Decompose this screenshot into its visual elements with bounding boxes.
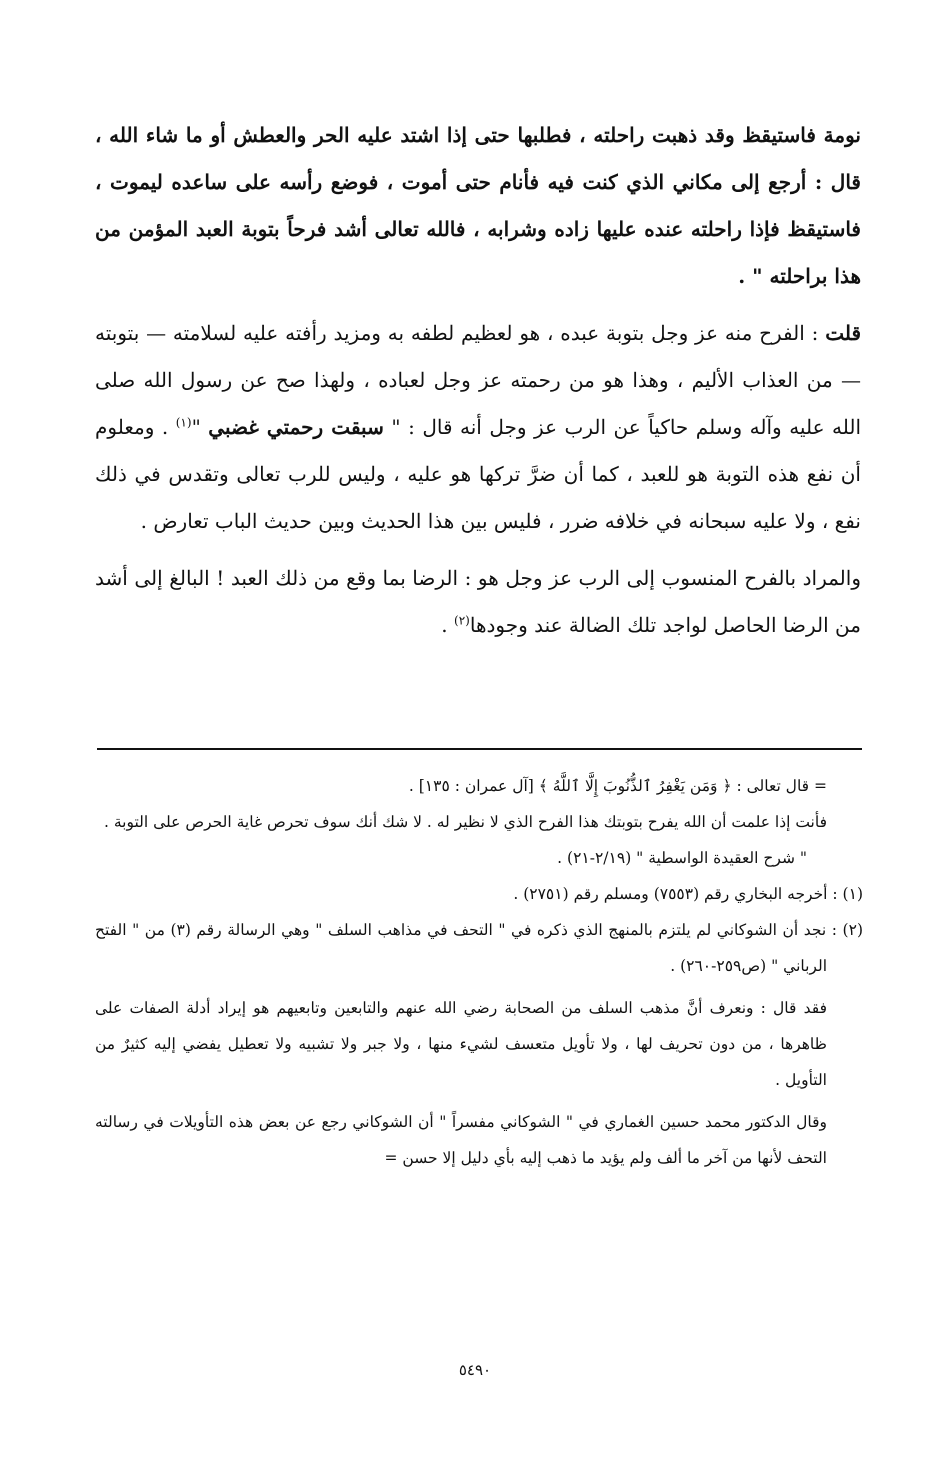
paragraph-hadith-ending: نومة فاستيقظ وقد ذهبت راحلته ، فطلبها حتى إذا اشتد عليه الحر والعطش أو ما شاء الله ، قال : أرجع إلى مكاني الذي كنت فيه فأنام حتى أموت ، فوضع رأسه على ساعده ليموت ، فاستيقظ فإذا راحلته عنده عليها زاده وشرابه ، فالله تعالى أشد فرحاً بتوبة العبد المؤمن من هذا براحلته " .	[95, 123, 861, 288]
quote-close: "	[191, 415, 209, 439]
paragraph-text: . ومعلوم أن نفع هذه التوبة هو للعبد ، كما أن ضرَّ تركها هو عليه ، وليس للرب تعالى وتقدس في ذلك نفع ، ولا عليه سبحانه في خلافه ضرر ، فليس بين هذا الحديث وبين حديث الباب تعارض .	[95, 415, 861, 533]
main-text-body	[95, 112, 861, 649]
footnote-continuation-verse: = قال تعالى : ﴿ وَمَن يَغْفِرُ ٱلذُّنُوبَ إِلَّا ٱللَّهُ ﴾ [آل عمران : ١٣٥] .	[408, 777, 827, 795]
paragraph-meaning	[95, 555, 861, 649]
footnote-1: (١) : أخرجه البخاري رقم (٧٥٥٣) ومسلم رقم (٢٧٥١) .	[513, 885, 863, 903]
footnote-separator	[97, 748, 862, 750]
footnote-2-paragraph-3: وقال الدكتور محمد حسين الغماري في " الشوكاني مفسراً " أن الشوكاني رجع عن بعض هذه التأويلات في رسالته التحف لأنها من آخر ما ألف ولم يؤيد ما ذهب إليه بأي دليل إلا حسن =	[95, 1113, 827, 1167]
hadith-quote: سبقت رحمتي غضبي	[208, 415, 384, 439]
paragraph-text: : الفرح منه عز وجل بتوبة عبده ، هو لعظيم لطفه به ومزيد رأفته عليه لسلامته — بتوبته — من العذاب الأليم ، وهذا هو من رحمته عز وجل لعباده ، ولهذا صح عن رسول الله صلى الله عليه وآله وسلم حاكياً عن الرب عز وجل أنه قال : "	[95, 321, 862, 439]
paragraph-lead-word: قلت	[825, 321, 862, 345]
footnote-continuation-source: " شرح العقيدة الواسطية " (٢/١٩-٢١) .	[557, 849, 807, 867]
footnotes-section	[95, 768, 863, 1176]
footnote-ref-2: (٢)	[454, 613, 470, 628]
footnote-ref-1: (١)	[175, 415, 192, 430]
footnote-2: (٢) : نجد أن الشوكاني لم يلتزم بالمنهج الذي ذكره في " التحف في مذاهب السلف " وهي الرسالة رقم (٣) من " الفتح الرباني " (ص٢٥٩-٢٦٠) .	[95, 921, 863, 975]
footnote-continuation-text: فأنت إذا علمت أن الله يفرح بتوبتك هذا الفرح الذي لا نظير له . لا شك أنك سوف تحرص غاية الحرص على التوبة .	[104, 813, 827, 831]
page-number: ٥٤٩٠	[458, 1361, 492, 1379]
paragraph-text: والمراد بالفرح المنسوب إلى الرب عز وجل هو : الرضا بما وقع من ذلك العبد ! البالغ إلى أشد من الرضا الحاصل لواجد تلك الضالة عند وجودها	[95, 566, 861, 637]
footnote-2-paragraph-2: فقد قال : ونعرف أنَّ مذهب السلف من الصحابة رضي الله عنهم والتابعين وتابعيهم هو إيراد أدلة الصفات على ظاهرها ، من دون تحريف لها ، ولا تأويل متعسف لشيء منها ، ولا جبر ولا تشبيه ولا تعطيل يفضي إليه كثيرٌ من التأويل .	[95, 999, 827, 1089]
paragraph-end: .	[441, 613, 455, 637]
paragraph-commentary	[95, 310, 861, 545]
